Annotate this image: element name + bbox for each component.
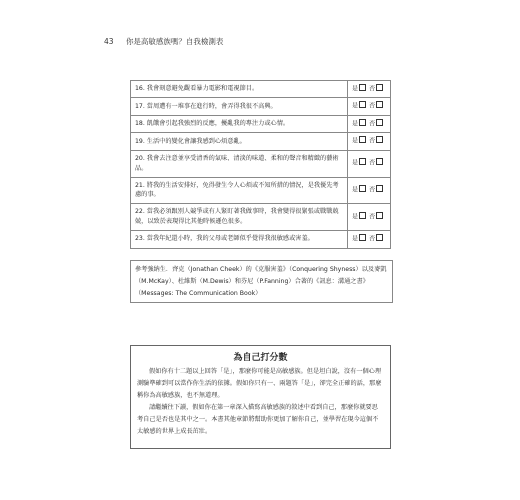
question-text: 22. 當我必須跟別人競爭或有人緊盯著我做事時，我會變得很緊張或戰戰兢兢，以致於表現得比其他時候遜色很多。 <box>131 204 348 231</box>
score-box <box>130 345 391 449</box>
no-checkbox[interactable] <box>376 234 383 241</box>
no-checkbox[interactable] <box>376 119 383 126</box>
answer-options <box>348 231 391 248</box>
answer-options <box>348 177 391 204</box>
answer-options <box>348 81 391 98</box>
running-header <box>104 36 223 47</box>
yes-checkbox[interactable] <box>359 119 366 126</box>
no-checkbox[interactable] <box>376 212 383 219</box>
reference-note: 參考強納生．齊克（Jonathan Cheek）的《克服害羞》（Conquering Shyness）以及麥凱（M.McKay）、杜維斯（M.Dewis）和芬尼（P.Fanning）合著的《訊息：溝通之書》（Messages: The Communication Book） <box>130 260 393 303</box>
yes-checkbox[interactable] <box>359 136 366 143</box>
no-label: 否 <box>369 159 376 167</box>
no-checkbox[interactable] <box>376 158 383 165</box>
yes-label: 是 <box>351 186 358 194</box>
yes-label: 是 <box>351 120 358 128</box>
answer-options <box>348 115 391 132</box>
yes-label: 是 <box>351 102 358 110</box>
question-row <box>131 98 391 115</box>
yes-label: 是 <box>351 213 358 221</box>
question-row <box>131 177 391 204</box>
questionnaire-table <box>130 80 391 249</box>
question-row <box>131 115 391 132</box>
running-title: 你是高敏感族嗎？自我檢測表 <box>125 37 224 46</box>
no-label: 否 <box>369 102 376 110</box>
question-text: 19. 生活中的變化會讓我感到心煩意亂。 <box>131 133 348 150</box>
yes-checkbox[interactable] <box>359 158 366 165</box>
answer-options <box>348 98 391 115</box>
no-label: 否 <box>369 85 376 93</box>
no-label: 否 <box>369 120 376 128</box>
question-text: 16. 我會刻意避免觀看暴力電影和電視節目。 <box>131 81 348 98</box>
question-row <box>131 231 391 248</box>
yes-checkbox[interactable] <box>359 101 366 108</box>
no-checkbox[interactable] <box>376 136 383 143</box>
no-checkbox[interactable] <box>376 185 383 192</box>
question-row <box>131 204 391 231</box>
question-row <box>131 133 391 150</box>
yes-label: 是 <box>351 235 358 243</box>
no-checkbox[interactable] <box>376 84 383 91</box>
no-label: 否 <box>369 137 376 145</box>
yes-checkbox[interactable] <box>359 212 366 219</box>
yes-label: 是 <box>351 85 358 93</box>
yes-checkbox[interactable] <box>359 84 366 91</box>
no-label: 否 <box>369 235 376 243</box>
question-row <box>131 150 391 177</box>
question-row <box>131 81 391 98</box>
yes-label: 是 <box>351 137 358 145</box>
score-paragraph: 假如你有十二題以上回答「是」，那麼你可能是高敏感族。但是坦白說，沒有一個心理測驗準確到可以當作你生活的依據。假如你只有一、兩題答「是」，卻完全正確的話，那麼稱你為高敏感族，也不無道理。 <box>137 368 382 400</box>
question-text: 20. 我會去注意並享受清香的氣味、清淡的味道、柔和的聲音和精緻的藝術品。 <box>131 150 348 177</box>
question-text: 18. 飢餓會引起我強烈的反應，擾亂我的專注力或心情。 <box>131 115 348 132</box>
no-label: 否 <box>369 186 376 194</box>
question-text: 23. 當我年紀還小時，我的父母或老師似乎覺得我很敏感或害羞。 <box>131 231 348 248</box>
yes-checkbox[interactable] <box>359 234 366 241</box>
answer-options <box>348 133 391 150</box>
answer-options <box>348 150 391 177</box>
yes-checkbox[interactable] <box>359 185 366 192</box>
answer-options <box>348 204 391 231</box>
question-text: 21. 將我的生活安排好，免得發生令人心煩或不知所措的情況，是我優先考慮的事。 <box>131 177 348 204</box>
score-paragraph: 請繼續往下讀，假如你在第一章深入描寫高敏感族的敘述中看到自己，那麼你就要思考自己是否也是其中之一。本書其他章節將幫助你更加了解你自己，並學習在現今這個不太敏感的世界上成長茁壯。 <box>137 404 379 436</box>
no-label: 否 <box>369 213 376 221</box>
question-text: 17. 當周遭有一堆事在進行時，會弄得我很不高興。 <box>131 98 348 115</box>
yes-label: 是 <box>351 159 358 167</box>
page-number: 43 <box>104 37 114 46</box>
no-checkbox[interactable] <box>376 101 383 108</box>
score-title: 為自己打分數 <box>233 353 288 363</box>
